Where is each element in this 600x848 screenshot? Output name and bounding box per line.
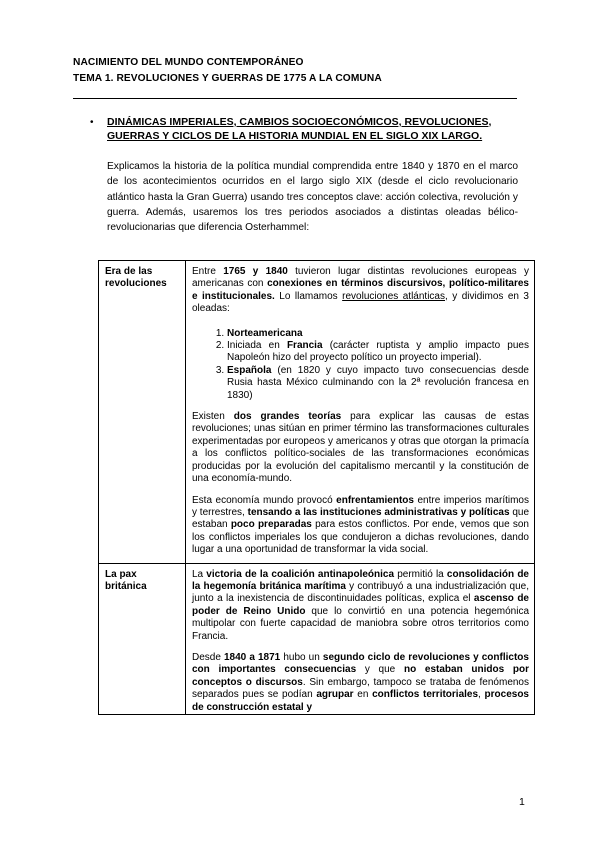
row-content	[186, 261, 535, 564]
table-row	[99, 261, 535, 564]
list-item: 3. Española (en 1820 y cuyo impacto tuvo consecuencias desde Rusia hasta México culminando con la 2ª revolución francesa en 1830)	[227, 365, 529, 402]
course-title: NACIMIENTO DEL MUNDO CONTEMPORÁNEO	[73, 57, 304, 68]
paragraph: Desde 1840 a 1871 hubo un segundo ciclo de revoluciones y conflictos con importantes consecuencias y que no estaban unidos por conceptos o discursos. Sin embargo, tampoco se trataba de fenómenos separados pues se podían agrupar en conflictos territoriales, procesos de construcción estatal y	[192, 651, 529, 713]
list-item: 2. Iniciada en Francia (carácter ruptista y amplio impacto pues Napoleón hizo del proyecto político un proyecto imperial).	[227, 340, 529, 365]
paragraph: Entre 1765 y 1840 tuvieron lugar distintas revoluciones europeas y americanas con conexiones en términos discursivos, político-militares e institucionales. Lo llamamos revoluciones atlánticas, y dividimos en 3 oleadas:	[192, 266, 529, 315]
paragraph: Esta economía mundo provocó enfrentamientos entre imperios marítimos y terrestres, tensando a las instituciones administrativas y políticas que estaban poco preparadas para estos conflictos. Por ende, vemos que son los conflictos imperiales los que condujeron a dichas revoluciones, dando lugar a una oportunidad de transformar la vida social.	[192, 494, 530, 556]
periods-table	[98, 260, 535, 715]
intro-paragraph: Explicamos la historia de la política mundial comprendida entre 1840 y 1870 en el marco de los acontecimientos ocurridos en el largo siglo XIX (desde el ciclo revolucionario atlántico hasta la Gran Guerra) usando tres conceptos clave: acción colectiva, revolución y guerra. Además, usaremos los tres periodos asociados a distintas oleadas bélico-revolucionarias que diferencia Osterhammel:	[107, 161, 518, 234]
table-row	[99, 563, 535, 714]
paragraph: La victoria de la coalición antinapoleónica permitió la consolidación de la hegemonía británica marítima y contribuyó a una industrialización que, junto a la inexistencia de discontinuidades políticas, explica el ascenso de poder de Reino Unido que lo convirtió en una potencia hegemónica multipolar con fuerte capacidad de maniobra sobre otros territorios como Francia.	[192, 568, 530, 642]
page-number: 1	[519, 796, 525, 808]
row-content	[186, 563, 535, 714]
header-divider	[73, 98, 517, 99]
waves-list	[192, 328, 529, 402]
list-item: 1. Norteamericana	[227, 328, 529, 340]
topic-title: TEMA 1. REVOLUCIONES Y GUERRAS DE 1775 A LA COMUNA	[73, 73, 382, 84]
row-label: La pax británica	[99, 563, 186, 714]
row-label: Era de las revoluciones	[99, 261, 186, 564]
paragraph: Existen dos grandes teorías para explicar las causas de estas revoluciones; unas sitúan en primer término las transformaciones culturales experimentadas por europeos y americanos y otras que otorgan la primacía a los conflictos político-sociales de las transformaciones económicas producidas por la evolución del capitalismo mercantil y la constitución de una economía-mundo.	[192, 411, 530, 485]
bullet-icon: •	[90, 117, 94, 128]
section-title: DINÁMICAS IMPERIALES, CAMBIOS SOCIOECONÓMICOS, REVOLUCIONES, GUERRAS Y CICLOS DE LA HISTORIA MUNDIAL EN EL SIGLO XIX LARGO.	[107, 116, 492, 142]
